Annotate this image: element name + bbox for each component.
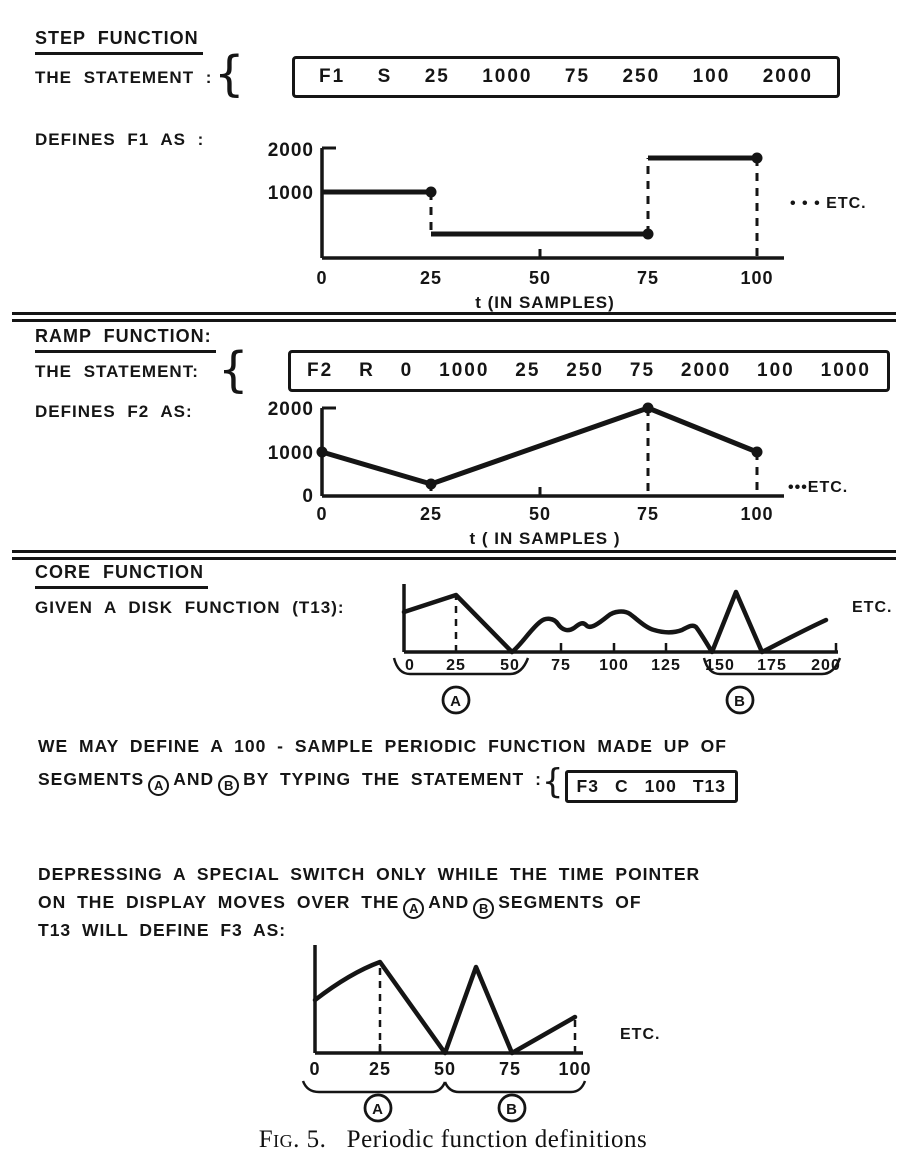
step-function-chart — [250, 126, 905, 314]
etc-continuation-label: ETC. — [852, 599, 893, 616]
ramp-function-chart — [250, 392, 905, 552]
x-tick-label: 100 — [599, 657, 629, 674]
switch-line2-mid: AND — [428, 892, 470, 912]
token: 100 — [644, 776, 677, 796]
data-point-dot — [317, 447, 328, 458]
data-point-dot — [426, 479, 437, 490]
token: F1 — [319, 66, 346, 87]
figure-caption-number: Fig. 5. — [258, 1126, 327, 1153]
x-tick-label: 75 — [636, 268, 660, 288]
y-tick-label-2000: 2000 — [267, 140, 314, 161]
token: 2000 — [762, 66, 813, 87]
step-statement-brace: { — [214, 46, 245, 102]
token: S — [377, 66, 393, 87]
x-tick-label: 50 — [528, 268, 552, 288]
ramp-section-title: RAMP FUNCTION: — [35, 326, 216, 353]
token: 75 — [629, 360, 656, 381]
x-tick-label: 25 — [419, 268, 443, 288]
y-tick-label-2000: 2000 — [267, 399, 314, 420]
figure-caption — [0, 1126, 906, 1154]
x-tick-label: 25 — [368, 1059, 392, 1079]
switch-text-line3: T13 WILL DEFINE F3 AS: — [38, 920, 287, 940]
compose-line2-end: BY TYPING THE STATEMENT : — [243, 769, 542, 789]
compose-line2-start: SEGMENTS — [38, 769, 145, 789]
x-tick-label: 75 — [498, 1059, 522, 1079]
x-tick-label: 175 — [757, 657, 787, 674]
segment-b-letter: B — [734, 693, 746, 710]
token: 25 — [515, 360, 541, 381]
token: 250 — [566, 360, 604, 381]
x-tick-label: 125 — [651, 657, 681, 674]
x-axis-label: t (IN SAMPLES) — [475, 293, 615, 312]
segment-b-bracket — [445, 1081, 585, 1092]
x-tick-label: 200 — [811, 657, 841, 674]
x-tick-label: 25 — [446, 657, 466, 674]
x-tick-label: 75 — [551, 657, 571, 674]
f3-function-chart — [265, 935, 695, 1125]
core-given-label: GIVEN A DISK FUNCTION (T13): — [35, 598, 345, 617]
step-statement-label: THE STATEMENT : — [35, 68, 213, 87]
y-tick-label-1000: 1000 — [267, 183, 314, 204]
token: T13 — [692, 776, 726, 796]
compose-line2-mid: AND — [173, 769, 215, 789]
segment-b-letter: B — [506, 1101, 518, 1118]
token: 100 — [692, 66, 731, 87]
token: 100 — [757, 360, 795, 381]
x-tick-label: 50 — [500, 657, 520, 674]
segment-a-letter: A — [450, 693, 462, 710]
segment-a-circle: A — [148, 775, 169, 796]
y-tick-label-1000: 1000 — [267, 443, 314, 464]
x-tick-label: 0 — [405, 657, 415, 674]
data-point-dot — [752, 447, 763, 458]
data-point-dot — [643, 403, 654, 414]
switch-line2-end: SEGMENTS OF — [498, 892, 642, 912]
x-tick-label: 0 — [316, 268, 328, 288]
statement-brace: { — [541, 762, 565, 802]
compose-text-line2 — [38, 762, 738, 803]
x-tick-label: 0 — [316, 504, 328, 524]
figure-caption-text: Periodic function definitions — [346, 1126, 648, 1153]
x-tick-label: 100 — [740, 504, 774, 524]
step-section-title: STEP FUNCTION — [35, 28, 203, 55]
etc-continuation-label: • • • ETC. — [790, 195, 867, 212]
token: F3 — [576, 776, 599, 796]
segment-a-bracket — [303, 1081, 445, 1092]
x-tick-label: 50 — [528, 504, 552, 524]
step-defines-label: DEFINES F1 AS : — [35, 130, 205, 149]
section-divider — [12, 312, 896, 322]
token: 25 — [424, 66, 450, 87]
segment-b-circle: B — [218, 775, 239, 796]
section-divider — [12, 550, 896, 560]
switch-line2-start: ON THE DISPLAY MOVES OVER THE — [38, 892, 400, 912]
step-statement-box — [292, 56, 840, 98]
disk-function-chart — [390, 580, 902, 730]
ramp-statement-label: THE STATEMENT: — [35, 362, 199, 381]
compose-statement-box — [565, 770, 738, 803]
x-axis-label: t ( IN SAMPLES ) — [469, 529, 621, 548]
ramp-defines-label: DEFINES F2 AS: — [35, 402, 193, 421]
token: 1000 — [439, 360, 490, 381]
ramp-polyline — [322, 408, 757, 484]
token: C — [614, 776, 629, 796]
etc-continuation-label: •••ETC. — [788, 479, 849, 496]
compose-text-line1: WE MAY DEFINE A 100 - SAMPLE PERIODIC FUNCTION MADE UP OF — [38, 736, 727, 756]
segment-b-circle: B — [473, 898, 494, 919]
segment-a-letter: A — [372, 1101, 384, 1118]
switch-text-line2 — [38, 892, 642, 919]
token: 1000 — [820, 360, 871, 381]
segment-a-circle: A — [403, 898, 424, 919]
x-tick-label: 75 — [636, 504, 660, 524]
token: 250 — [622, 66, 661, 87]
x-tick-label: 50 — [433, 1059, 457, 1079]
x-tick-label: 25 — [419, 504, 443, 524]
token: 2000 — [680, 360, 732, 381]
token: R — [359, 360, 375, 381]
core-section-title: CORE FUNCTION — [35, 562, 208, 589]
y-tick-label-0: 0 — [302, 486, 314, 507]
token: F2 — [307, 360, 334, 381]
ramp-statement-brace: { — [218, 342, 249, 398]
token: 75 — [564, 66, 591, 87]
switch-text-line1: DEPRESSING A SPECIAL SWITCH ONLY WHILE THE TIME POINTER — [38, 864, 701, 884]
f3-waveform — [315, 962, 575, 1053]
x-tick-label: 100 — [740, 268, 774, 288]
ramp-statement-box — [288, 350, 890, 392]
x-tick-label: 100 — [558, 1059, 592, 1079]
etc-continuation-label: ETC. — [620, 1026, 661, 1043]
x-tick-label: 0 — [309, 1059, 321, 1079]
token: 1000 — [482, 66, 533, 87]
token: 0 — [400, 360, 414, 381]
x-tick-label: 150 — [705, 657, 735, 674]
